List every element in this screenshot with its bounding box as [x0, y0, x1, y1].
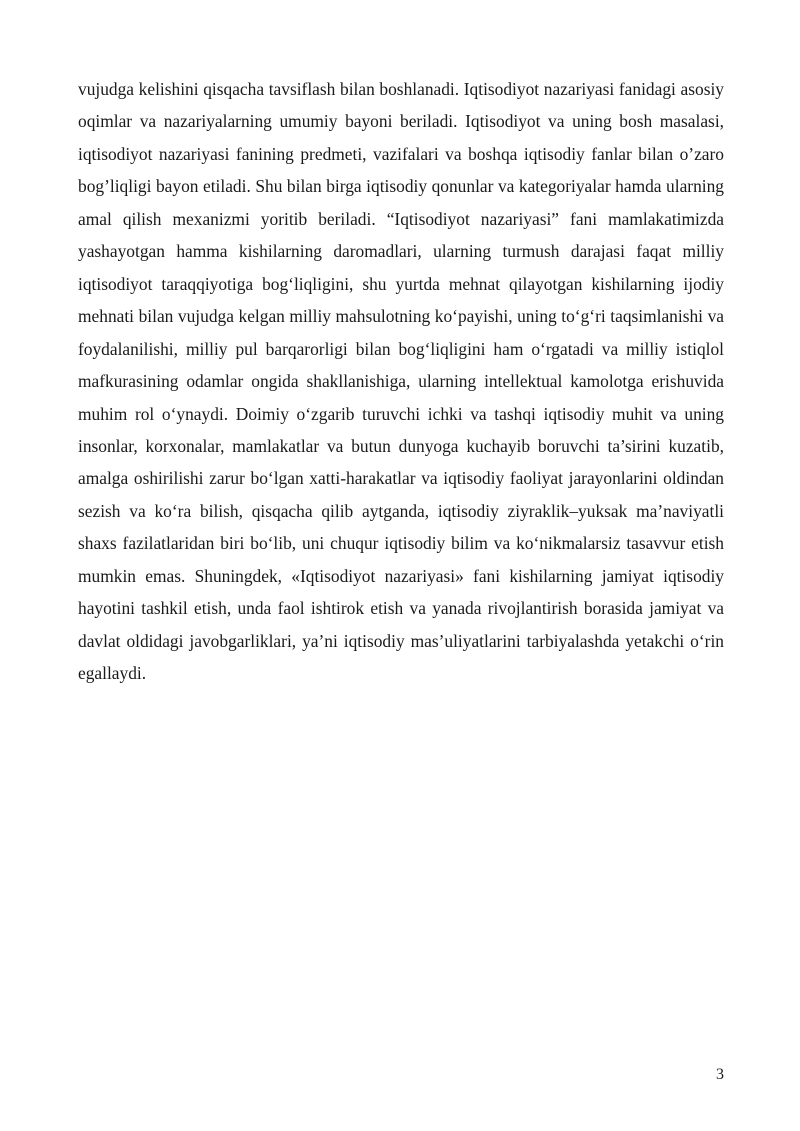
body-paragraph: vujudga kelishini qisqacha tavsiflash bilan boshlanadi. Iqtisodiyot nazariyasi fanidagi asosiy oqimlar va nazariyalarning umumiy bayoni beriladi. Iqtisodiyot va uning bosh masalasi, iqtisodiyot nazariyasi fanining predmeti, vazifalari va boshqa iqtisodiy fanlar bilan o’zaro bog’liqligi bayon etiladi. Shu bilan birga iqtisodiy qonunlar va kategoriyalar hamda ularning amal qilish mexanizmi yoritib beriladi. “Iqtisodiyot nazariyasi” fani mamlakatimizda yashayotgan hamma kishilarning daromadlari, ularning turmush darajasi faqat milliy iqtisodiyot taraqqiyotiga bog‘liqligini, shu yurtda mehnat qilayotgan kishilarning ijodiy mehnati bilan vujudga kelgan milliy mahsulotning ko‘payishi, uning to‘g‘ri taqsimlanishi va foydalanilishi, milliy pul barqarorligi bilan bog‘liqligini ham o‘rgatadi va milliy istiqlol mafkurasining odamlar ongida shakllanishiga, ularning intellektual kamolotga erishuvida muhim rol o‘ynaydi. Doimiy o‘zgarib turuvchi ichki va tashqi iqtisodiy muhit va uning insonlar, korxonalar, mamlakatlar va butun dunyoga kuchayib boruvchi ta’sirini kuzatib, amalga oshirilishi zarur bo‘lgan xatti-harakatlar va iqtisodiy faoliyat jarayonlarini oldindan sezish va ko‘ra bilish, qisqacha qilib aytganda, iqtisodiy ziyraklik–yuksak ma’naviyatli shaxs fazilatlaridan biri bo‘lib, uni chuqur iqtisodiy bilim va ko‘nikmalarsiz tasavvur etish mumkin emas. Shuningdek, «Iqtisodiyot nazariyasi» fani kishilarning jamiyat iqtisodiy hayotini tashkil etish, unda faol ishtirok etish va yanada rivojlantirish borasida jamiyat va davlat oldidagi javobgarliklari, ya’ni iqtisodiy mas’uliyatlarini tarbiyalashda yetakchi o‘rin egallaydi.	[78, 79, 724, 684]
page-number: 3	[716, 1066, 724, 1083]
